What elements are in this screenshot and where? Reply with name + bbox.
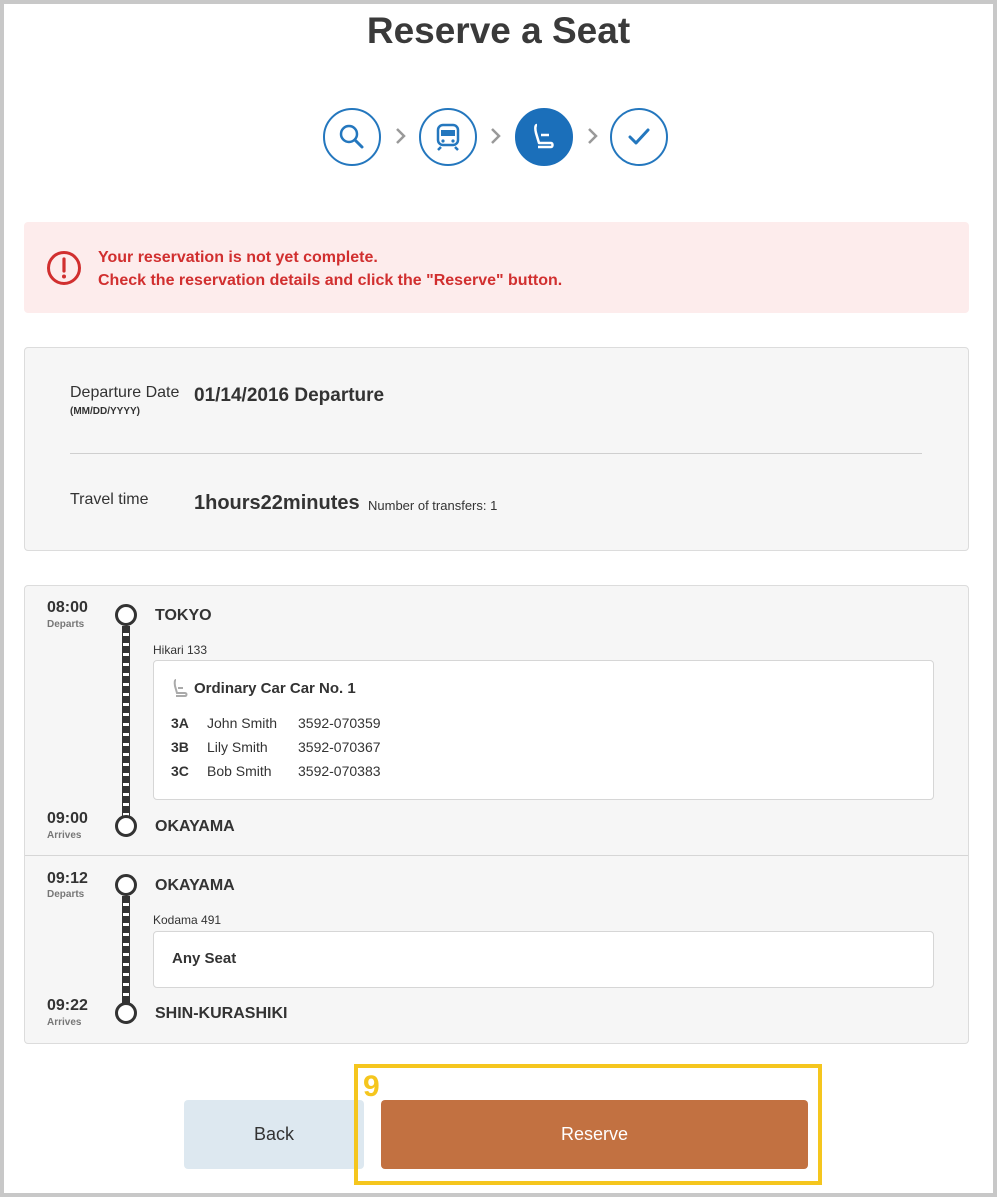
departure-date-value: 01/14/2016 Departure bbox=[194, 385, 385, 406]
departure-date-label: Departure Date bbox=[70, 384, 180, 401]
leg1-arrival-station: OKAYAMA bbox=[155, 818, 235, 835]
leg2-arrival-label: Arrives bbox=[47, 1017, 82, 1028]
ticket-number: 3592-070367 bbox=[298, 739, 381, 755]
summary-divider bbox=[70, 453, 922, 454]
leg2-car-title: Any Seat bbox=[172, 950, 237, 967]
leg1-departure-label: Departs bbox=[47, 619, 85, 630]
leg1-seat-box bbox=[153, 660, 934, 800]
ticket-number: 3592-070383 bbox=[298, 763, 381, 779]
passenger-name: John Smith bbox=[207, 715, 278, 731]
ticket-number: 3592-070359 bbox=[298, 715, 381, 731]
reserve-button[interactable]: Reserve bbox=[381, 1100, 808, 1169]
leg1-train-name: Hikari 133 bbox=[153, 643, 208, 657]
route-details bbox=[24, 585, 969, 1044]
seat-icon bbox=[529, 121, 559, 153]
leg2-train-name: Kodama 491 bbox=[153, 913, 222, 927]
train-icon bbox=[432, 121, 464, 153]
step-confirm bbox=[610, 108, 668, 166]
search-icon bbox=[337, 122, 367, 152]
leg2-seat-box bbox=[153, 931, 934, 988]
leg1-arrival-time: 09:00 bbox=[47, 810, 88, 827]
leg1-arrival-label: Arrives bbox=[47, 830, 82, 841]
leg1-arrival-node bbox=[115, 815, 137, 837]
step-train bbox=[419, 108, 477, 166]
check-icon bbox=[624, 122, 654, 152]
step-seat bbox=[515, 108, 573, 166]
step-search bbox=[323, 108, 381, 166]
leg2-departure-node bbox=[115, 874, 137, 896]
leg2-arrival-time: 09:22 bbox=[47, 997, 88, 1014]
seat-row bbox=[171, 715, 381, 731]
leg1-departure-node bbox=[115, 604, 137, 626]
travel-time-label: Travel time bbox=[70, 491, 149, 508]
annotation-highlight-box bbox=[354, 1064, 822, 1185]
seat-row bbox=[171, 739, 381, 755]
seat-number: 3B bbox=[171, 739, 189, 755]
seat-row bbox=[171, 763, 381, 779]
leg1-departure-time: 08:00 bbox=[47, 599, 88, 616]
date-format-hint: (MM/DD/YYYY) bbox=[70, 406, 140, 417]
exclamation-icon bbox=[46, 250, 82, 286]
travel-time-value: 1hours22minutes bbox=[194, 492, 360, 514]
seat-number: 3A bbox=[171, 715, 189, 731]
back-button[interactable]: Back bbox=[184, 1100, 364, 1169]
transfers-count: Number of transfers: 1 bbox=[368, 498, 498, 513]
passenger-name: Bob Smith bbox=[207, 763, 272, 779]
leg2-departure-station: OKAYAMA bbox=[155, 877, 235, 894]
alert-line-2: Check the reservation details and click the "Reserve" button. bbox=[98, 272, 563, 289]
leg2-arrival-station: SHIN-KURASHIKI bbox=[155, 1005, 288, 1022]
seat-number: 3C bbox=[171, 763, 189, 779]
leg2-track bbox=[122, 896, 130, 1004]
leg1-car-title: Ordinary Car Car No. 1 bbox=[194, 680, 356, 697]
leg2-arrival-node bbox=[115, 1002, 137, 1024]
chevron-right-icon bbox=[489, 126, 503, 146]
alert-message bbox=[98, 246, 562, 292]
leg2-departure-time: 09:12 bbox=[47, 870, 88, 887]
leg-divider bbox=[25, 855, 968, 856]
chevron-right-icon bbox=[586, 126, 600, 146]
alert-line-1: Your reservation is not yet complete. bbox=[98, 249, 378, 266]
passenger-name: Lily Smith bbox=[207, 739, 268, 755]
trip-summary bbox=[24, 347, 969, 551]
warning-alert bbox=[24, 222, 969, 313]
leg1-track bbox=[122, 626, 130, 816]
chevron-right-icon bbox=[394, 126, 408, 146]
annotation-step-number: 9 bbox=[363, 1070, 380, 1103]
page-title: Reserve a Seat bbox=[366, 10, 631, 51]
leg1-departure-station: TOKYO bbox=[155, 607, 212, 624]
seat-icon bbox=[172, 678, 190, 700]
leg2-departure-label: Departs bbox=[47, 889, 85, 900]
